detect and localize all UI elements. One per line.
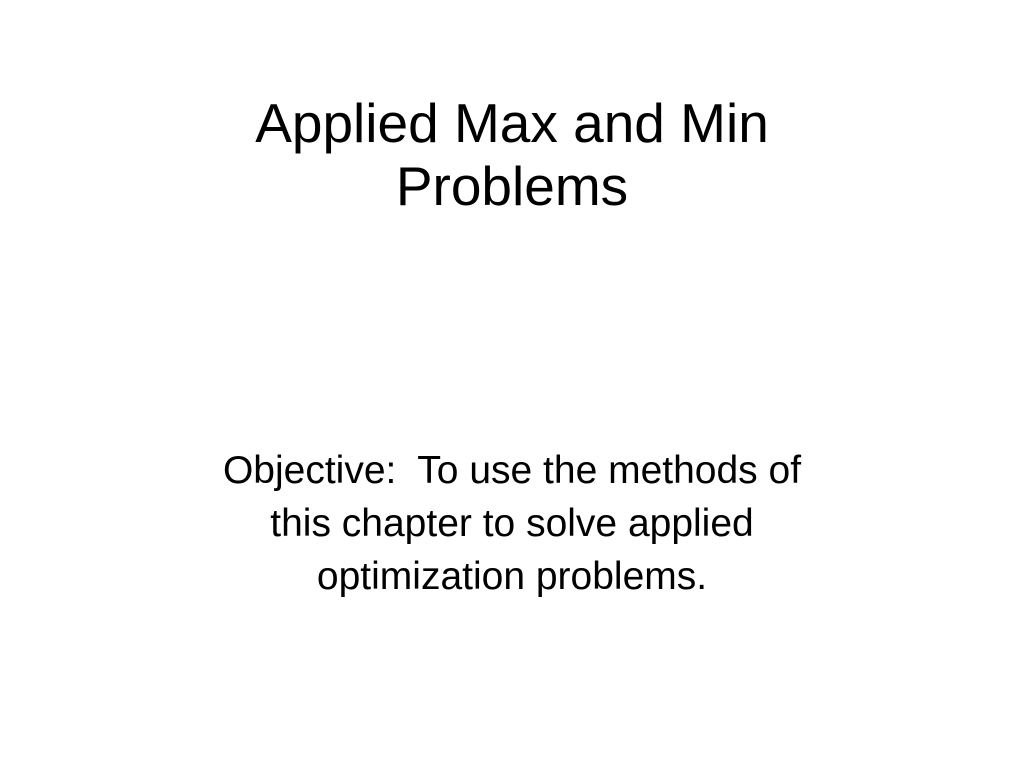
slide-title-line-2: Problems [395,155,629,218]
objective-line-1: Objective: To use the methods of [222,449,802,492]
objective-line-2: this chapter to solve applied [270,502,754,546]
slide-title [112,92,912,219]
objective-text [112,444,912,603]
slide-title-line-1: Applied Max and Min [255,92,769,154]
objective-line-3: optimization problems. [316,555,708,599]
